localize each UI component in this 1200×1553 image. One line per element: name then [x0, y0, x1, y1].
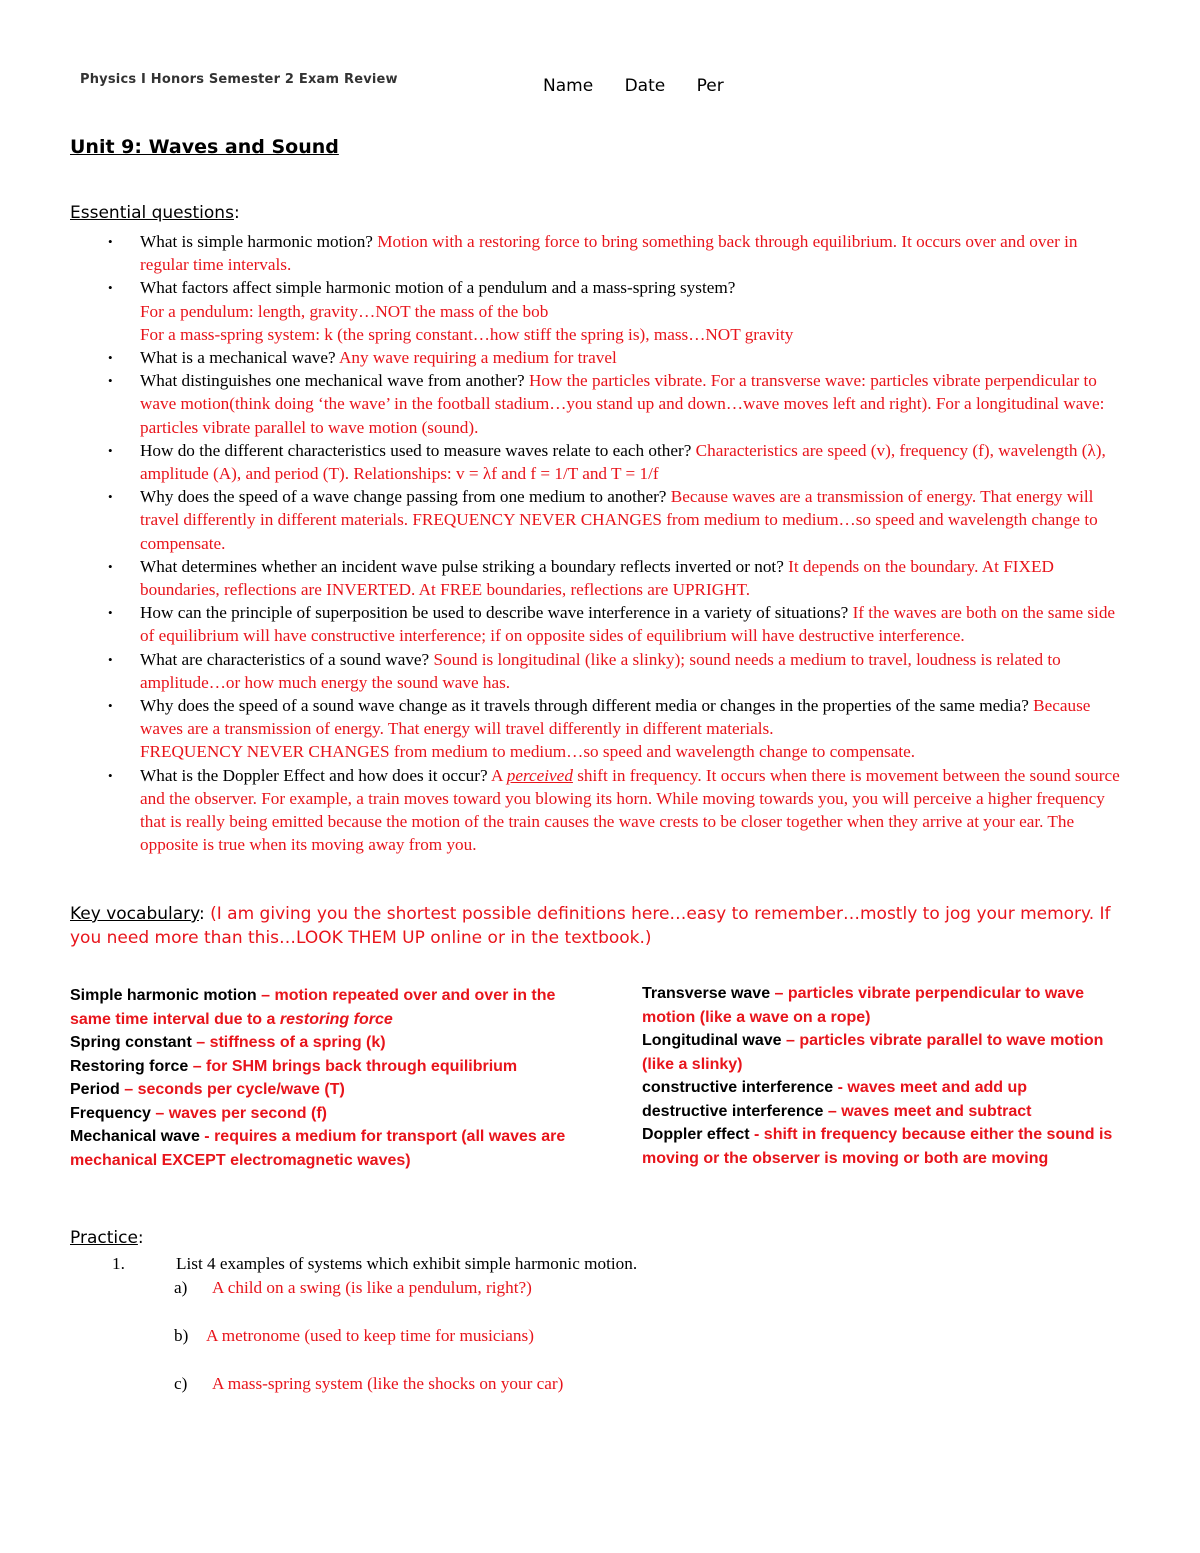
vocab-item: constructive interference - waves meet and add up — [642, 1079, 1028, 1096]
answer-c: c) A mass-spring system (like the shocks on your car) — [174, 1374, 564, 1393]
list-item: • Why does the speed of a sound wave change as it travels through different media or changes in the properties of the same media? Because waves are a transmission of energy. That energy will travel differently in different materials. FREQUENCY NEVER CHANGES from medium to medium…so speed and wavelength change to compensate. — [140, 694, 1130, 764]
vocab-item: destructive interference – waves meet and subtract — [642, 1102, 1032, 1120]
answer-b: b) A metronome (used to keep time for musicians) — [174, 1326, 534, 1345]
key-vocabulary-label: Key vocabulary — [70, 904, 199, 924]
vocab-item: Mechanical wave - requires a medium for transport (all waves are mechanical EXCEPT electromagnetic waves) — [70, 1128, 566, 1169]
essential-questions-list — [140, 230, 1130, 856]
perceived-emphasis: perceived — [506, 765, 573, 785]
list-item: • Why does the speed of a wave change passing from one medium to another? Because waves are a transmission of energy. That energy will travel differently in different materials. FREQUENCY NEVER CHANGES from medium to medium…so speed and wavelength change to compensate. — [140, 485, 1130, 555]
list-item: • How do the different characteristics used to measure waves relate to each other? Characteristics are speed (v), frequency (f), wavelength (λ), amplitude (A), and period (T). Relationships: v = λf and f = 1/T and T = 1/f — [140, 439, 1130, 485]
unit-title: Unit 9: Waves and Sound — [70, 136, 339, 158]
vocab-item: Simple harmonic motion – motion repeated over and over in the same time interval due to a restoring force — [70, 987, 556, 1028]
vocab-item: Frequency – waves per second (f) — [70, 1104, 327, 1122]
vocab-item: Transverse wave – particles vibrate perpendicular to wave motion (like a wave on a rope) — [642, 985, 1084, 1026]
per-label: Per — [696, 76, 724, 96]
list-item: • How can the principle of superposition be used to describe wave interference in a variety of situations? If the waves are both on the same side of equilibrium will have constructive interference; if on opposite sides of equilibrium will have destructive interference. — [140, 601, 1130, 647]
practice-heading: Practice: — [70, 1228, 144, 1248]
list-item: • What distinguishes one mechanical wave from another? How the particles vibrate. For a transverse wave: particles vibrate perpendicular to wave motion(think doing ‘the wave’ in the football stadium…you stand up and down…wave moves left and right). For a longitudinal wave: particles vibrate parallel to wave motion (sound). — [140, 369, 1130, 439]
vocab-column-left — [70, 984, 570, 1172]
answer-a: a) A child on a swing (is like a pendulum, right?) — [174, 1278, 532, 1297]
vocab-item: Spring constant – stiffness of a spring (k) — [70, 1034, 386, 1051]
vocab-item: Doppler effect - shift in frequency because either the sound is moving or the observer is moving or both are moving — [642, 1126, 1113, 1167]
date-label: Date — [624, 76, 666, 96]
list-item: • What is simple harmonic motion? Motion with a restoring force to bring something back through equilibrium. It occurs over and over in regular time intervals. — [140, 230, 1130, 276]
vocab-item: Restoring force – for SHM brings back through equilibrium — [70, 1057, 518, 1075]
list-item: • What are characteristics of a sound wave? Sound is longitudinal (like a slinky); sound needs a medium to travel, loudness is related to amplitude…or how much energy the sound wave has. — [140, 648, 1130, 694]
question-number: 1. — [112, 1254, 125, 1273]
essential-questions-heading: Essential questions: — [70, 203, 240, 223]
question-text: List 4 examples of systems which exhibit simple harmonic motion. — [176, 1254, 638, 1273]
vocab-item: Longitudinal wave – particles vibrate parallel to wave motion (like a slinky) — [642, 1032, 1104, 1073]
vocab-column-right — [642, 982, 1132, 1170]
course-title: Physics I Honors Semester 2 Exam Review — [80, 72, 398, 87]
practice-label: Practice — [70, 1228, 138, 1248]
essential-questions-label: Essential questions — [70, 203, 234, 223]
list-item: • What factors affect simple harmonic motion of a pendulum and a mass-spring system? For a pendulum: length, gravity…NOT the mass of the bob For a mass-spring system: k (the spring constant…how stiff the spring is), mass…NOT gravity — [140, 276, 1130, 346]
name-label: Name — [543, 76, 594, 96]
list-item: • What determines whether an incident wave pulse striking a boundary reflects inverted or not? It depends on the boundary. At FIXED boundaries, reflections are INVERTED. At FREE boundaries, reflections are UPRIGHT. — [140, 555, 1130, 601]
list-item: • What is the Doppler Effect and how does it occur? A perceived shift in frequency. It occurs when there is movement between the sound source and the observer. For example, a train moves toward you blowing its horn. While moving towards you, you will perceive a higher frequency that is really being emitted because the motion of the train causes the wave crests to be closer together when they arrive at your ear. The opposite is true when its moving away from you. — [140, 764, 1130, 857]
key-vocabulary-intro: Key vocabulary: (I am giving you the shortest possible definitions here…easy to remember…mostly to jog your memory. If you need more than this…LOOK THEM UP online or in the textbook.) — [70, 904, 1111, 948]
list-item: • What is a mechanical wave? Any wave requiring a medium for travel — [140, 346, 1130, 369]
vocab-item: Period – seconds per cycle/wave (T) — [70, 1081, 345, 1098]
header-fields — [543, 76, 750, 96]
